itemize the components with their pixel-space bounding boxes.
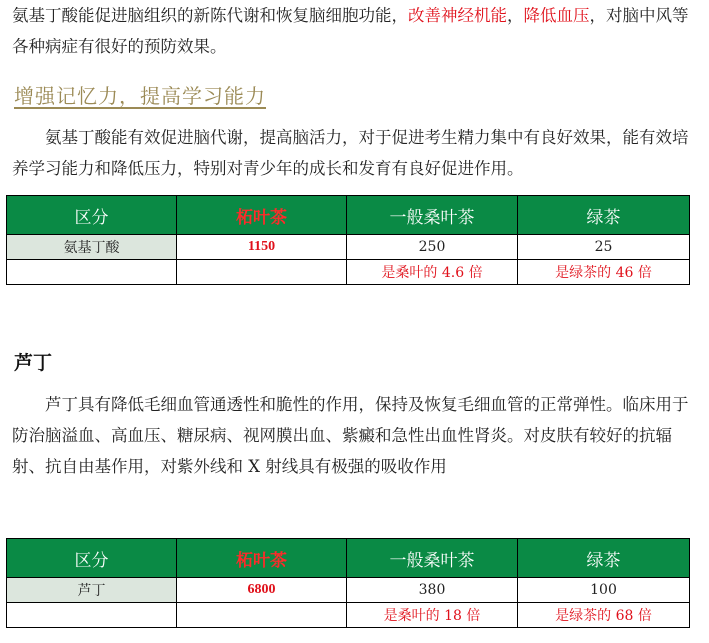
intro-highlight-bp: 降低血压: [523, 6, 590, 25]
section1-body: 氨基丁酸能有效促进脑代谢，提高脑活力，对于促进考生精力集中有良好效果，能有效培养学习能力和降低压力，特别对青少年的成长和发育有良好促进作用。: [12, 128, 689, 178]
note-vs-mulberry: 是桑叶的 4.6 倍: [347, 260, 518, 285]
table-row: [7, 578, 690, 603]
note-vs-green-tea: 是绿茶的 68 倍: [518, 603, 690, 628]
table-note-row: [7, 260, 690, 285]
note-vs-mulberry: 是桑叶的 18 倍: [347, 603, 518, 628]
note-vs-green-tea: 是绿茶的 46 倍: [518, 260, 690, 285]
zheye-value: 6800: [177, 578, 347, 603]
rutin-comparison-table: [6, 538, 690, 628]
note-empty: [177, 260, 347, 285]
header-zheye-tea: 柘叶茶: [177, 539, 347, 578]
header-category: 区分: [7, 196, 177, 235]
header-zheye-tea: 柘叶茶: [177, 196, 347, 235]
note-empty: [7, 603, 177, 628]
note-empty: [177, 603, 347, 628]
row-label: 氨基丁酸: [7, 235, 177, 260]
zheye-value: 1150: [177, 235, 347, 260]
table-row: [7, 235, 690, 260]
section1-title: 增强记忆力，提高学习能力: [14, 84, 266, 108]
section2-title: 芦丁: [14, 352, 53, 374]
intro-separator: ，: [507, 6, 524, 25]
header-mulberry-tea: 一般桑叶茶: [347, 539, 518, 578]
header-mulberry-tea: 一般桑叶茶: [347, 196, 518, 235]
section2-body: 芦丁具有降低毛细血管通透性和脆性的作用，保持及恢复毛细血管的正常弹性。临床用于防治脑溢血、高血压、糖尿病、视网膜出血、紫癜和急性出血性肾炎。对皮肤有较好的抗辐射、抗自由基作用，对紫外线和 X 射线具有极强的吸收作用: [12, 395, 689, 476]
intro-highlight-nerve: 改善神经机能: [408, 6, 507, 25]
header-green-tea: 绿茶: [518, 196, 690, 235]
header-green-tea: 绿茶: [518, 539, 690, 578]
mulberry-value: 380: [347, 578, 518, 603]
table-header-row: [7, 196, 690, 235]
green-tea-value: 100: [518, 578, 690, 603]
green-tea-value: 25: [518, 235, 690, 260]
intro-text-tail: ，对脑中风等各种病症有很好的预防效果。: [12, 6, 689, 56]
intro-text: 氨基丁酸能促进脑组织的新陈代谢和恢复脑细胞功能，: [12, 6, 408, 25]
row-label: 芦丁: [7, 578, 177, 603]
table-header-row: [7, 539, 690, 578]
note-empty: [7, 260, 177, 285]
table-note-row: [7, 603, 690, 628]
mulberry-value: 250: [347, 235, 518, 260]
gaba-comparison-table: [6, 195, 690, 285]
intro-paragraph: [12, 0, 692, 62]
header-category: 区分: [7, 539, 177, 578]
